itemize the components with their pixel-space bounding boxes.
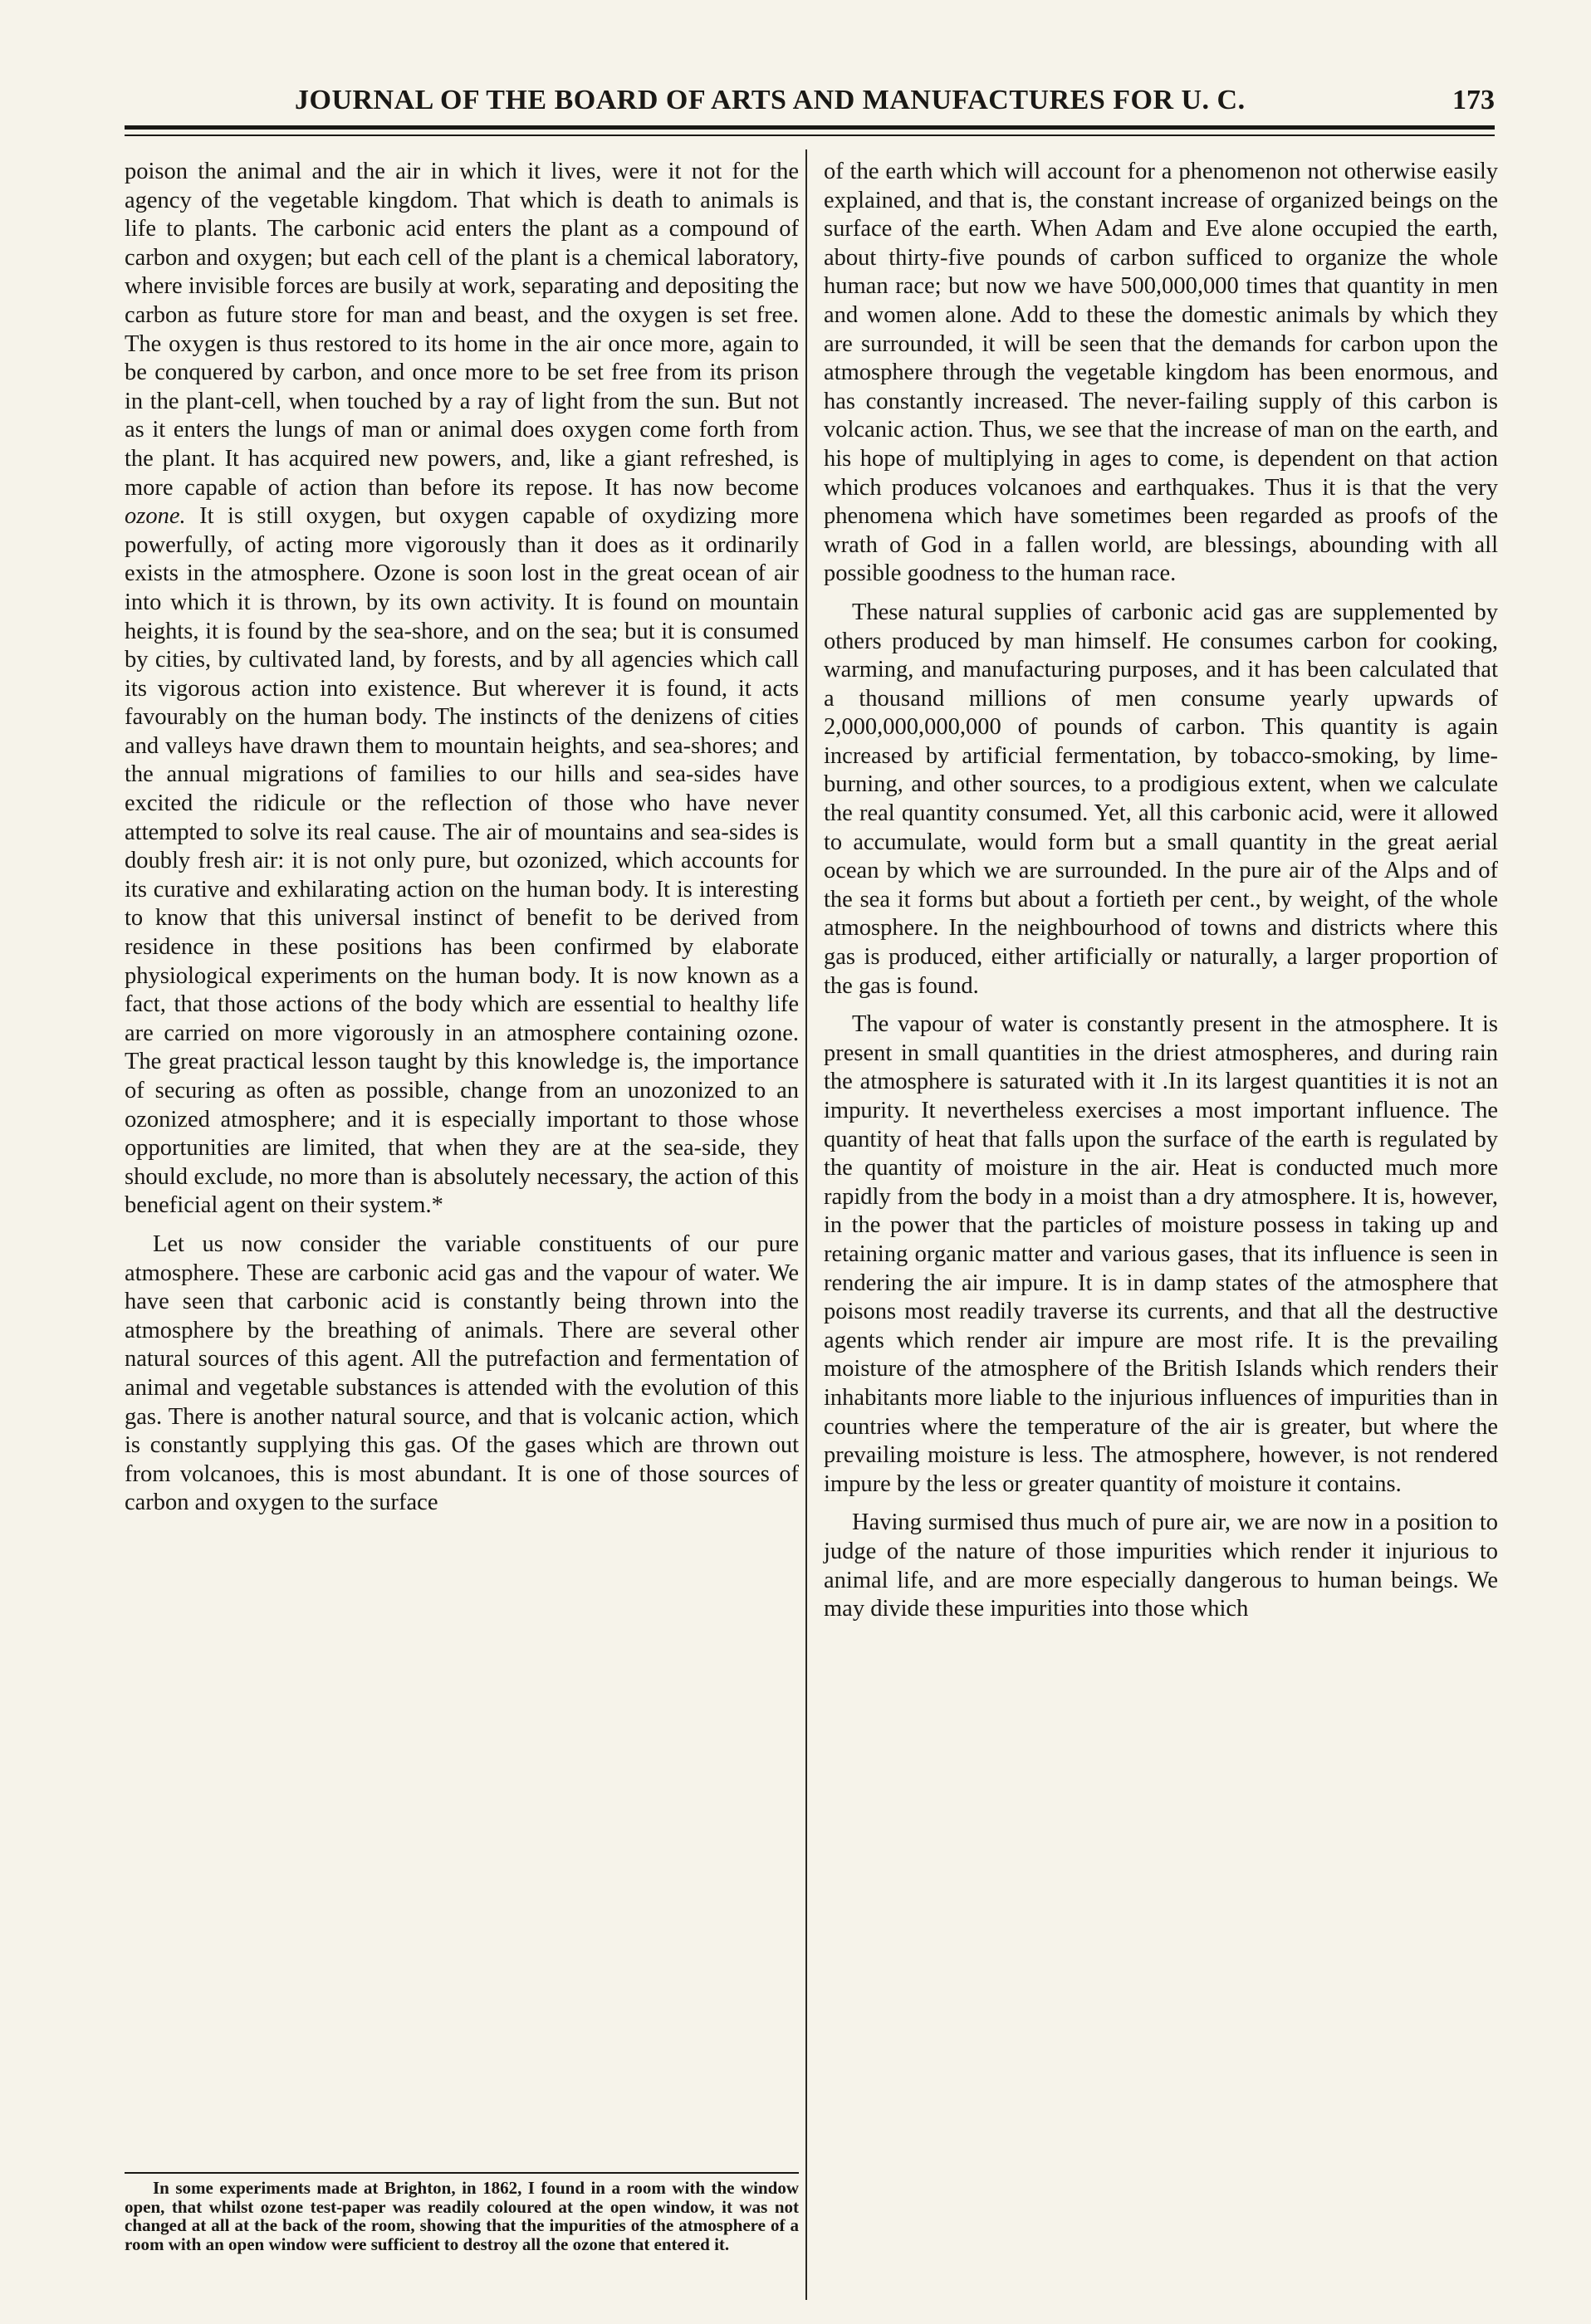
italic-term: ozone.: [125, 503, 186, 530]
column-divider: [805, 149, 807, 2300]
footnote-rule: [125, 2172, 799, 2174]
running-title: JOURNAL OF THE BOARD OF ARTS AND MANUFACTURES FOR U. C.: [295, 85, 1246, 115]
paragraph: of the earth which will account for a phenomenon not otherwise easily explained, and that is, the constant increase of organized beings on the surface of the earth. When Adam and Eve alone occupied the earth, about thirty-five pounds of carbon sufficed to organize the whole human race; but now we have 500,000,000 times that quantity in men and women alone. Add to these the domestic animals by which they are surrounded, it will be seen that the demands for carbon upon the atmosphere through the vegetable kingdom has been enormous, and has constantly increased. The never-failing supply of this carbon is volcanic action. Thus, we see that the increase of man on the earth, and his hope of multiplying in ages to come, is dependent on that action which produces volcanoes and earthquakes. Thus it is that the very phenomena which have sometimes been regarded as proofs of the wrath of God in a fallen world, are blessings, abounding with all possible goodness to the human race.: [824, 159, 1498, 587]
paragraph: These natural supplies of carbonic acid gas are supplemented by others produced by man himself. He consumes carbon for cooking, warming, and manufacturing purposes, and it has been calculated that a thousand millions of men consume yearly upwards of 2,000,000,000,000 of pounds of carbon. This quantity is again increased by artificial fermentation, by tobacco-smoking, by lime-burning, and other sources, to a prodigious extent, when we calculate the real quantity consumed. Yet, all this carbonic acid, were it allowed to accumulate, would form but a small quantity in the great aerial ocean by which we are surrounded. In the pure air of the Alps and of the sea it forms but about a fortieth per cent., by weight, of the whole atmosphere. In the neighbourhood of towns and districts where this gas is produced, either artificially or naturally, a larger proportion of the gas is found.: [824, 599, 1498, 999]
paragraph-text: It is still oxygen, but oxygen capable of oxydizing more powerfully, of acting more vigorously than it does as it ordinarily exists in the atmosphere. Ozone is soon lost in the great ocean of air into which it is thrown, by its own activity. It is found on mountain heights, it is found by the sea-shore, and on the sea; but it is consumed by cities, by cultivated land, by forests, and by all agencies which call its vigorous action into existence. But wherever it is found, it acts favourably on the human body. The instincts of the denizens of cities and valleys have drawn them to mountain heights, and sea-shores; and the annual migrations of families to our hills and sea-sides have excited the ridicule or the reflection of those who have never attempted to solve its real cause. The air of mountains and sea-sides is doubly fresh air: it is not only pure, but ozonized, which accounts for its curative and exhilarating action on the human body. It is interesting to know that this universal instinct of benefit to be derived from residence in these positions has been confirmed by elaborate physiological experiments on the human body. It is now known as a fact, that those actions of the body which are essential to healthy life are carried on more vigorously in an atmosphere containing ozone. The great practical lesson taught by this knowledge is, the importance of securing as often as possible, change from an unozonized to an ozonized atmosphere; and it is especially important to those whose opportunities are limited, that when they are at the sea-side, they should exclude, no more than is absolutely necessary, the action of this beneficial agent on their system.*: [125, 503, 799, 1219]
running-header: [125, 80, 1495, 130]
right-column: [824, 158, 1498, 1624]
footnote: In some experiments made at Brighton, in 1862, I found in a room with the window open, that whilst ozone test-paper was readily coloured at the open window, it was not changed at all at the back of the room, showing that the impurities of the atmosphere of a room with an open window were sufficient to destroy all the ozone that entered it.: [125, 2178, 799, 2254]
left-column: [125, 158, 799, 1518]
page-number: 173: [1452, 85, 1495, 115]
paragraph: The vapour of water is constantly present in the atmosphere. It is present in small quantities in the driest atmospheres, and during rain the atmosphere is saturated with it .In its largest quantities it is not an impurity. It nevertheless exercises a most important influence. The quantity of heat that falls upon the surface of the earth is regulated by the quantity of moisture in the air. Heat is conducted much more rapidly from the body in a moist than a dry atmosphere. It is, however, in the power that the particles of moisture possess in taking up and retaining organic matter and various gases, that its influence is seen in rendering the air impure. It is in damp states of the atmosphere that poisons most readily traverse its currents, and that all the destructive agents which render air impure are most rife. It is the prevailing moisture of the atmosphere of the British Islands which renders their inhabitants more liable to the injurious influences of impurities than in countries where the temperature of the air is greater, but where the prevailing moisture is less. The atmosphere, however, is not rendered impure by the less or greater quantity of moisture it contains.: [824, 1011, 1498, 1497]
paragraph: Let us now consider the variable constituents of our pure atmosphere. These are carbonic acid gas and the vapour of water. We have seen that carbonic acid is constantly being thrown into the atmosphere by the breathing of animals. There are several other natural sources of this agent. All the putrefaction and fermentation of animal and vegetable substances is attended with the evolution of this gas. There is another natural source, and that is volcanic action, which is constantly supplying this gas. Of the gases which are thrown out from volcanoes, this is most abundant. It is one of those sources of carbon and oxygen to the surface: [125, 1230, 799, 1516]
paragraph: [125, 158, 799, 1221]
paragraph-text: poison the animal and the air in which it lives, were it not for the agency of the vegetable kingdom. That which is death to animals is life to plants. The carbonic acid enters the plant as a compound of carbon and oxygen; but each cell of the plant is a chemical laboratory, where invisible forces are busily at work, separating and depositing the carbon as future store for man and beast, and the oxygen is set free. The oxygen is thus restored to its home in the air once more, again to be conquered by carbon, and once more to be set free from its prison in the plant-cell, when touched by a ray of light from the sun. But not as it enters the lungs of man or animal does oxygen come forth from the plant. It has acquired new powers, and, like a giant refreshed, is more capable of action than before its repose. It has now become: [125, 159, 799, 501]
header-rule-thick: [125, 125, 1495, 130]
header-rule-thin: [125, 135, 1495, 136]
paragraph: Having surmised thus much of pure air, we are now in a position to judge of the nature of those impurities which render it injurious to animal life, and are more especially dangerous to human beings. We may divide these impurities into those which: [824, 1509, 1498, 1622]
